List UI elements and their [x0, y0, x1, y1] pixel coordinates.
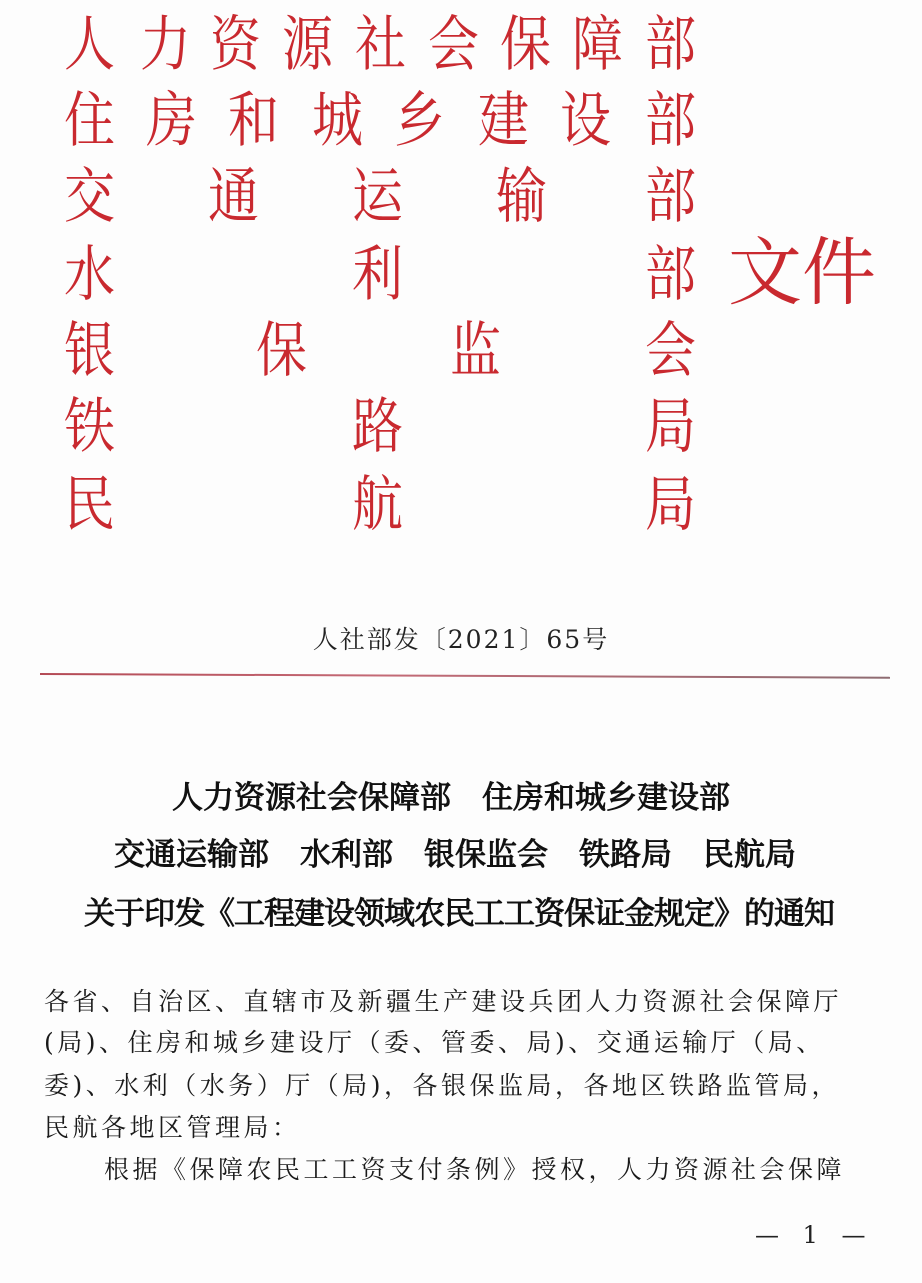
body-line: 委)、水利（水务）厅（局)，各银保监局，各地区铁路监管局，: [44, 1071, 841, 1100]
header-char: 银: [64, 316, 115, 386]
header-char: 人: [64, 10, 115, 80]
header-char: 障: [572, 10, 623, 80]
header-char: 社: [355, 10, 406, 80]
header-char: 利: [352, 240, 403, 310]
header-char: 保: [500, 10, 551, 80]
header-char: 铁: [64, 392, 115, 462]
header-char: 通: [208, 162, 259, 232]
header-char: 设: [560, 86, 611, 156]
header-row-mohurd: [0, 86, 922, 156]
header-char: 水: [64, 240, 115, 310]
header-char: 部: [645, 10, 696, 80]
header-char: 住: [64, 86, 115, 156]
document-number: 人社部发〔2021〕65号: [312, 625, 610, 654]
header-char: 房: [146, 86, 197, 156]
header-char: 局: [645, 470, 696, 540]
document-suffix-wenjian: 文件: [728, 230, 876, 316]
header-char: 城: [312, 86, 363, 156]
header-row-mohrss: [0, 10, 922, 80]
header-char: 部: [645, 162, 696, 232]
header-row-nra: [0, 392, 922, 462]
header-char: 源: [282, 10, 333, 80]
header-char: 路: [352, 392, 403, 462]
header-row-mot: [0, 162, 922, 232]
body-line: 民航各地区管理局：: [44, 1113, 301, 1142]
header-char: 运: [352, 162, 403, 232]
header-char: 和: [228, 86, 279, 156]
page-number: — 1 —: [755, 1221, 874, 1249]
title-line-2: 交通运输部 水利部 银保监会 铁路局 民航局: [114, 837, 796, 873]
header-char: 监: [450, 316, 501, 386]
header-char: 航: [352, 470, 403, 540]
header-char: 力: [140, 10, 191, 80]
title-line-3: 关于印发《工程建设领域农民工工资保证金规定》的通知: [84, 896, 834, 932]
header-char: 乡: [394, 86, 445, 156]
header-char: 建: [478, 86, 529, 156]
body-line-paragraph-start: 根据《保障农民工工资支付条例》授权，人力资源社会保障: [104, 1155, 846, 1184]
header-row-caac: [0, 470, 922, 540]
header-char: 部: [645, 86, 696, 156]
header-char: 交: [64, 162, 115, 232]
header-char: 输: [496, 162, 547, 232]
body-line: 各省、自治区、直辖市及新疆生产建设兵团人力资源社会保障厅: [44, 987, 843, 1016]
header-char: 会: [428, 10, 479, 80]
header-char: 保: [256, 316, 307, 386]
body-line: (局)、住房和城乡建设厅（委、管委、局)、交通运输厅（局、: [44, 1028, 825, 1057]
header-char: 民: [64, 470, 115, 540]
title-line-1: 人力资源社会保障部 住房和城乡建设部: [172, 780, 730, 816]
header-char: 部: [645, 240, 696, 310]
red-header-divider: [40, 673, 890, 679]
header-char: 资: [210, 10, 261, 80]
header-char: 局: [645, 392, 696, 462]
header-char: 会: [645, 316, 696, 386]
header-row-cbirc: [0, 316, 922, 386]
